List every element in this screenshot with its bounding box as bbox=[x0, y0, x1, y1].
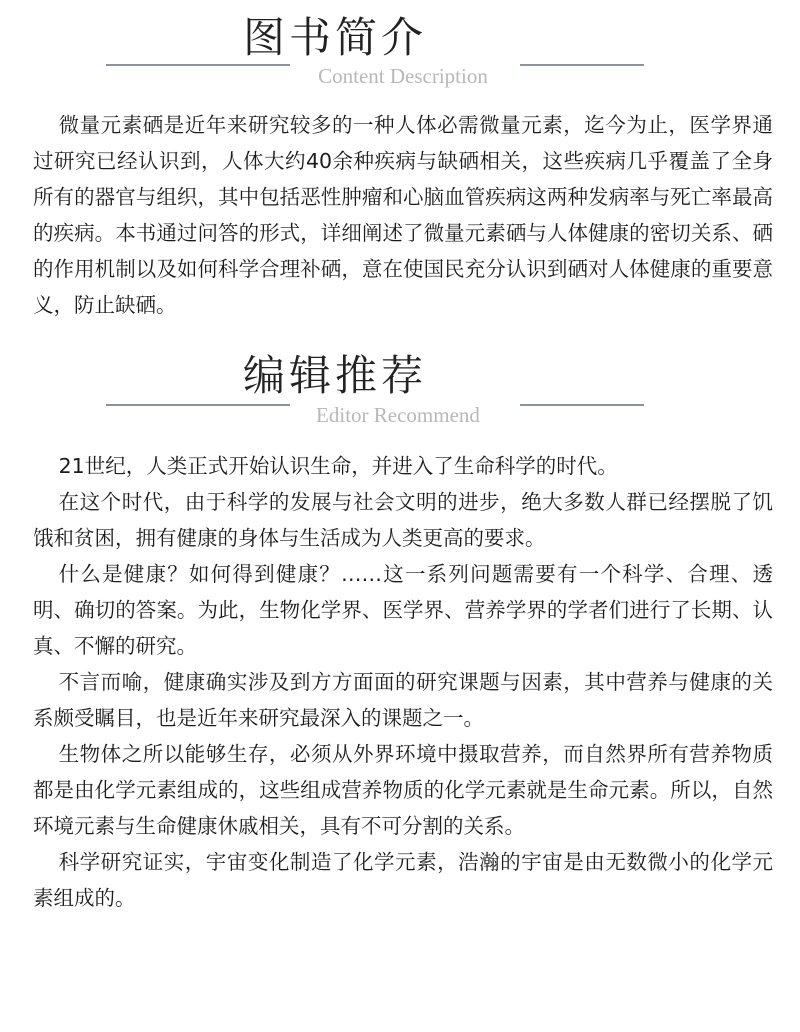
intro-header bbox=[0, 0, 800, 100]
intro-body bbox=[33, 107, 773, 323]
editor-paragraph-1: 21世纪，人类正式开始认识生命，并进入了生命科学的时代。 bbox=[58, 454, 618, 478]
editor-paragraph-3: 什么是健康？如何得到健康？……这一系列问题需要有一个科学、合理、透明、确切的答案。为此，生物化学界、医学界、营养学界的学者们进行了长期、认真、不懈的研究。 bbox=[33, 562, 773, 658]
editor-paragraph-4: 不言而喻，健康确实涉及到方方面面的研究课题与因素，其中营养与健康的关系颇受瞩目，也是近年来研究最深入的课题之一。 bbox=[33, 670, 773, 730]
editor-body bbox=[33, 448, 773, 916]
editor-paragraph-2: 在这个时代，由于科学的发展与社会文明的进步，绝大多数人群已经摆脱了饥饿和贫困，拥有健康的身体与生活成为人类更高的要求。 bbox=[33, 490, 773, 550]
editor-paragraph-6: 科学研究证实，宇宙变化制造了化学元素，浩瀚的宇宙是由无数微小的化学元素组成的。 bbox=[33, 850, 773, 910]
intro-title: 图书简介 bbox=[242, 13, 427, 62]
editor-subtitle: Editor Recommend bbox=[316, 403, 480, 427]
intro-subtitle: Content Description bbox=[318, 64, 488, 88]
editor-paragraph-5: 生物体之所以能够生存，必须从外界环境中摄取营养，而自然界所有营养物质都是由化学元素组成的，这些组成营养物质的化学元素就是生命元素。所以，自然环境元素与生命健康休戚相关，具有不可分割的关系。 bbox=[33, 742, 773, 838]
editor-title: 编辑推荐 bbox=[242, 351, 427, 400]
editor-header bbox=[0, 340, 800, 440]
intro-paragraph: 微量元素硒是近年来研究较多的一种人体必需微量元素，迄今为止，医学界通过研究已经认识到，人体大约40余种疾病与缺硒相关，这些疾病几乎覆盖了全身所有的器官与组织，其中包括恶性肿瘤和心脑血管疾病这两种发病率与死亡率最高的疾病。本书通过问答的形式，详细阐述了微量元素硒与人体健康的密切关系、硒的作用机制以及如何科学合理补硒，意在使国民充分认识到硒对人体健康的重要意义，防止缺硒。 bbox=[33, 113, 773, 317]
